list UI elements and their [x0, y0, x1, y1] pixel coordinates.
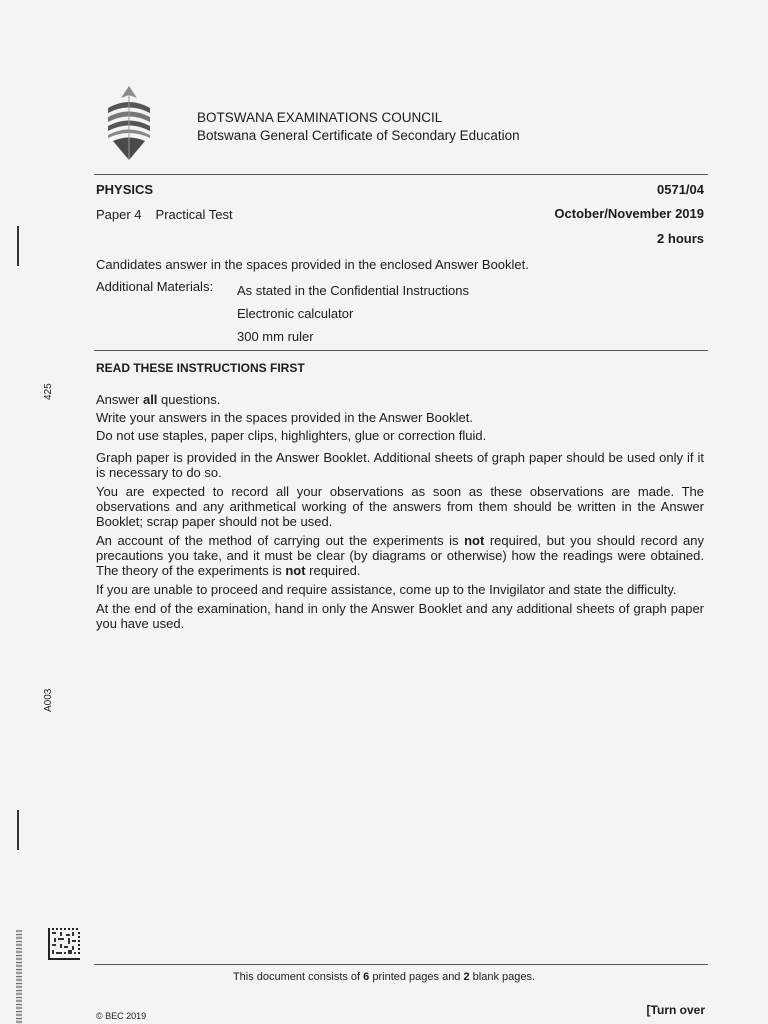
instructions-heading: READ THESE INSTRUCTIONS FIRST: [96, 361, 305, 375]
materials-label: Additional Materials:: [96, 279, 214, 294]
syllabus-code: 0571/04: [657, 182, 704, 197]
instruction-paragraph: An account of the method of carrying out the experiments is not required, but you should record any precautions you take, and it must be clear (by diagrams or otherwise) how the readings were obtained. The theory of the experiments is not required.: [96, 533, 704, 578]
datamatrix-code: [48, 928, 80, 960]
certificate-title: Botswana General Certificate of Secondary Education: [197, 128, 520, 143]
header-divider: [94, 174, 708, 175]
copyright: © BEC 2019: [96, 1011, 147, 1021]
bec-logo: [104, 86, 154, 162]
council-name: BOTSWANA EXAMINATIONS COUNCIL: [197, 110, 443, 125]
margin-tick: [17, 810, 19, 850]
materials-item: As stated in the Confidential Instructions: [237, 283, 469, 298]
exam-session: October/November 2019: [554, 206, 704, 221]
page-count-note: This document consists of 6 printed pages and 2 blank pages.: [232, 971, 536, 983]
instruction-paragraph: You are expected to record all your observations as soon as these observations are made. The observations and any arithmetical working of the answers from them should be written in the Answer Booklet; scrap paper should not be used.: [96, 484, 704, 529]
instructions-divider: [94, 350, 708, 351]
instruction-paragraph: At the end of the examination, hand in only the Answer Booklet and any additional sheets of graph paper you have used.: [96, 601, 704, 631]
instruction-paragraph: Graph paper is provided in the Answer Booklet. Additional sheets of graph paper should be used only if it is necessary to do so.: [96, 450, 704, 480]
materials-item: 300 mm ruler: [237, 329, 314, 344]
subject-title: PHYSICS: [96, 182, 154, 197]
paper-type: Practical Test: [155, 207, 233, 222]
instruction-paragraph: Answer all questions.: [96, 392, 221, 407]
paper-info: [96, 207, 247, 222]
materials-list: [237, 279, 469, 348]
exam-duration: 2 hours: [657, 231, 704, 246]
turn-over-note: [Turn over: [646, 1003, 705, 1017]
instruction-paragraph: Do not use staples, paper clips, highlighters, glue or correction fluid.: [96, 428, 487, 443]
margin-tick: [17, 226, 19, 266]
footer-divider: [94, 964, 708, 965]
instructions-body: [96, 392, 704, 635]
council-header: [197, 109, 520, 145]
materials-item: Electronic calculator: [237, 306, 354, 321]
instruction-paragraph: If you are unable to proceed and require assistance, come up to the Invigilator and state the difficulty.: [96, 582, 677, 597]
paper-number: Paper 4: [96, 207, 142, 222]
instruction-paragraph: Write your answers in the spaces provided in the Answer Booklet.: [96, 410, 473, 425]
candidate-note: Candidates answer in the spaces provided in the enclosed Answer Booklet.: [96, 257, 529, 272]
margin-code-bottom: A003: [43, 688, 54, 712]
margin-code-top: 425: [43, 383, 54, 400]
